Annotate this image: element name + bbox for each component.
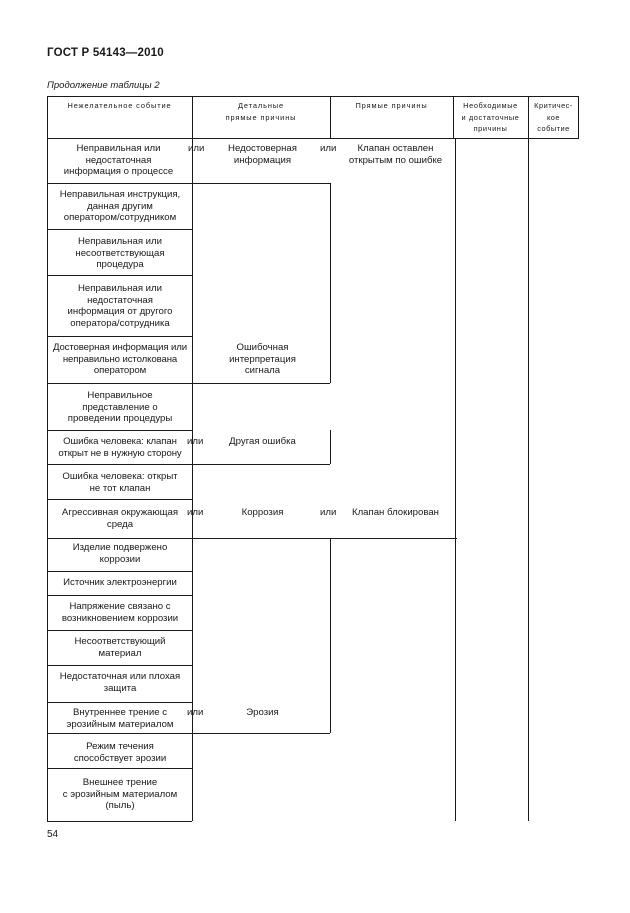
event-cell: Неправильная или недостаточная информация о процессе: [63, 143, 174, 178]
event-cell: Источник электроэнергии: [63, 577, 177, 588]
header-direct-causes: Прямые причины: [355, 101, 428, 110]
critical-column-divider: [528, 138, 529, 821]
event-cell: Режим течения способствует эрозии: [73, 741, 167, 764]
necessary-column-divider: [455, 138, 456, 821]
document-title: ГОСТ Р 54143—2010: [47, 47, 164, 59]
event-cell: Неправильное представление о проведении процедуры: [67, 390, 173, 425]
or-connector: или: [188, 143, 205, 154]
row-separator: [47, 665, 192, 666]
row-separator: [47, 595, 192, 596]
event-cell: Напряжение связано с возникновением коррозии: [61, 601, 179, 624]
detailed-cause-cell: Недостоверная информация: [228, 143, 297, 166]
row-separator: [47, 499, 192, 500]
row-separator: [47, 183, 330, 184]
or-connector: или: [187, 507, 204, 518]
event-cell: Неправильная или несоответствующая процедура: [75, 236, 165, 271]
event-cell: Достоверная информация или неправильно истолкована оператором: [52, 342, 188, 377]
row-separator: [47, 768, 192, 769]
or-connector: или: [320, 143, 337, 154]
row-separator: [47, 430, 192, 431]
table-top-border: [47, 96, 579, 97]
event-cell: Изделие подвержено коррозии: [72, 542, 168, 565]
row-separator: [47, 821, 192, 822]
row-separator: [47, 383, 330, 384]
row-separator: [47, 275, 192, 276]
row-separator: [47, 464, 330, 465]
event-cell: Неправильная или недостаточная информация от другого оператора/сотрудника: [67, 283, 173, 329]
detailed-cause-cell: Другая ошибка: [229, 436, 296, 447]
or-connector: или: [187, 436, 204, 447]
or-connector: или: [187, 707, 204, 718]
table-caption: Продолжение таблицы 2: [47, 80, 160, 91]
event-cell: Внутреннее трение с эрозийным материалом: [66, 707, 174, 730]
event-cell: Ошибка человека: клапан открыт не в нужную сторону: [58, 436, 182, 459]
header-bottom-border: [47, 138, 579, 139]
detailed-cause-cell: Эрозия: [246, 707, 279, 718]
header-event: Нежелательное событие: [67, 101, 172, 110]
header-critical-event: Критичес- кое событие: [534, 101, 573, 133]
header-necessary-causes: Необходимые и достаточные причины: [461, 101, 520, 133]
page-number: 54: [47, 829, 59, 840]
header-detailed-causes: Детальные прямые причины: [225, 101, 297, 122]
row-separator: [47, 336, 192, 337]
event-cell: Внешнее трение с эрозийным материалом (пыль): [62, 777, 178, 812]
row-separator: [47, 733, 330, 734]
row-separator: [47, 538, 457, 539]
row-separator: [47, 571, 192, 572]
row-separator: [47, 229, 192, 230]
detailed-group-divider: [330, 430, 331, 464]
detailed-cause-cell: Коррозия: [241, 507, 284, 518]
detailed-cause-cell: Ошибочная интерпретация сигнала: [229, 342, 296, 377]
row-separator: [47, 630, 192, 631]
event-cell: Несоответствующий материал: [74, 636, 166, 659]
detailed-group-divider: [330, 183, 331, 383]
event-cell: Агрессивная окружающая среда: [61, 507, 179, 530]
event-cell: Неправильная инструкция, данная другим оператором/сотрудником: [59, 189, 181, 224]
row-separator: [47, 702, 192, 703]
direct-cause-cell: Клапан блокирован: [352, 507, 439, 518]
direct-cause-cell: Клапан оставлен открытым по ошибке: [348, 143, 443, 166]
detailed-group-divider: [330, 538, 331, 733]
event-cell: Недостаточная или плохая защита: [59, 671, 181, 694]
or-connector: или: [320, 507, 337, 518]
event-cell: Ошибка человека: открыт не тот клапан: [62, 471, 178, 494]
